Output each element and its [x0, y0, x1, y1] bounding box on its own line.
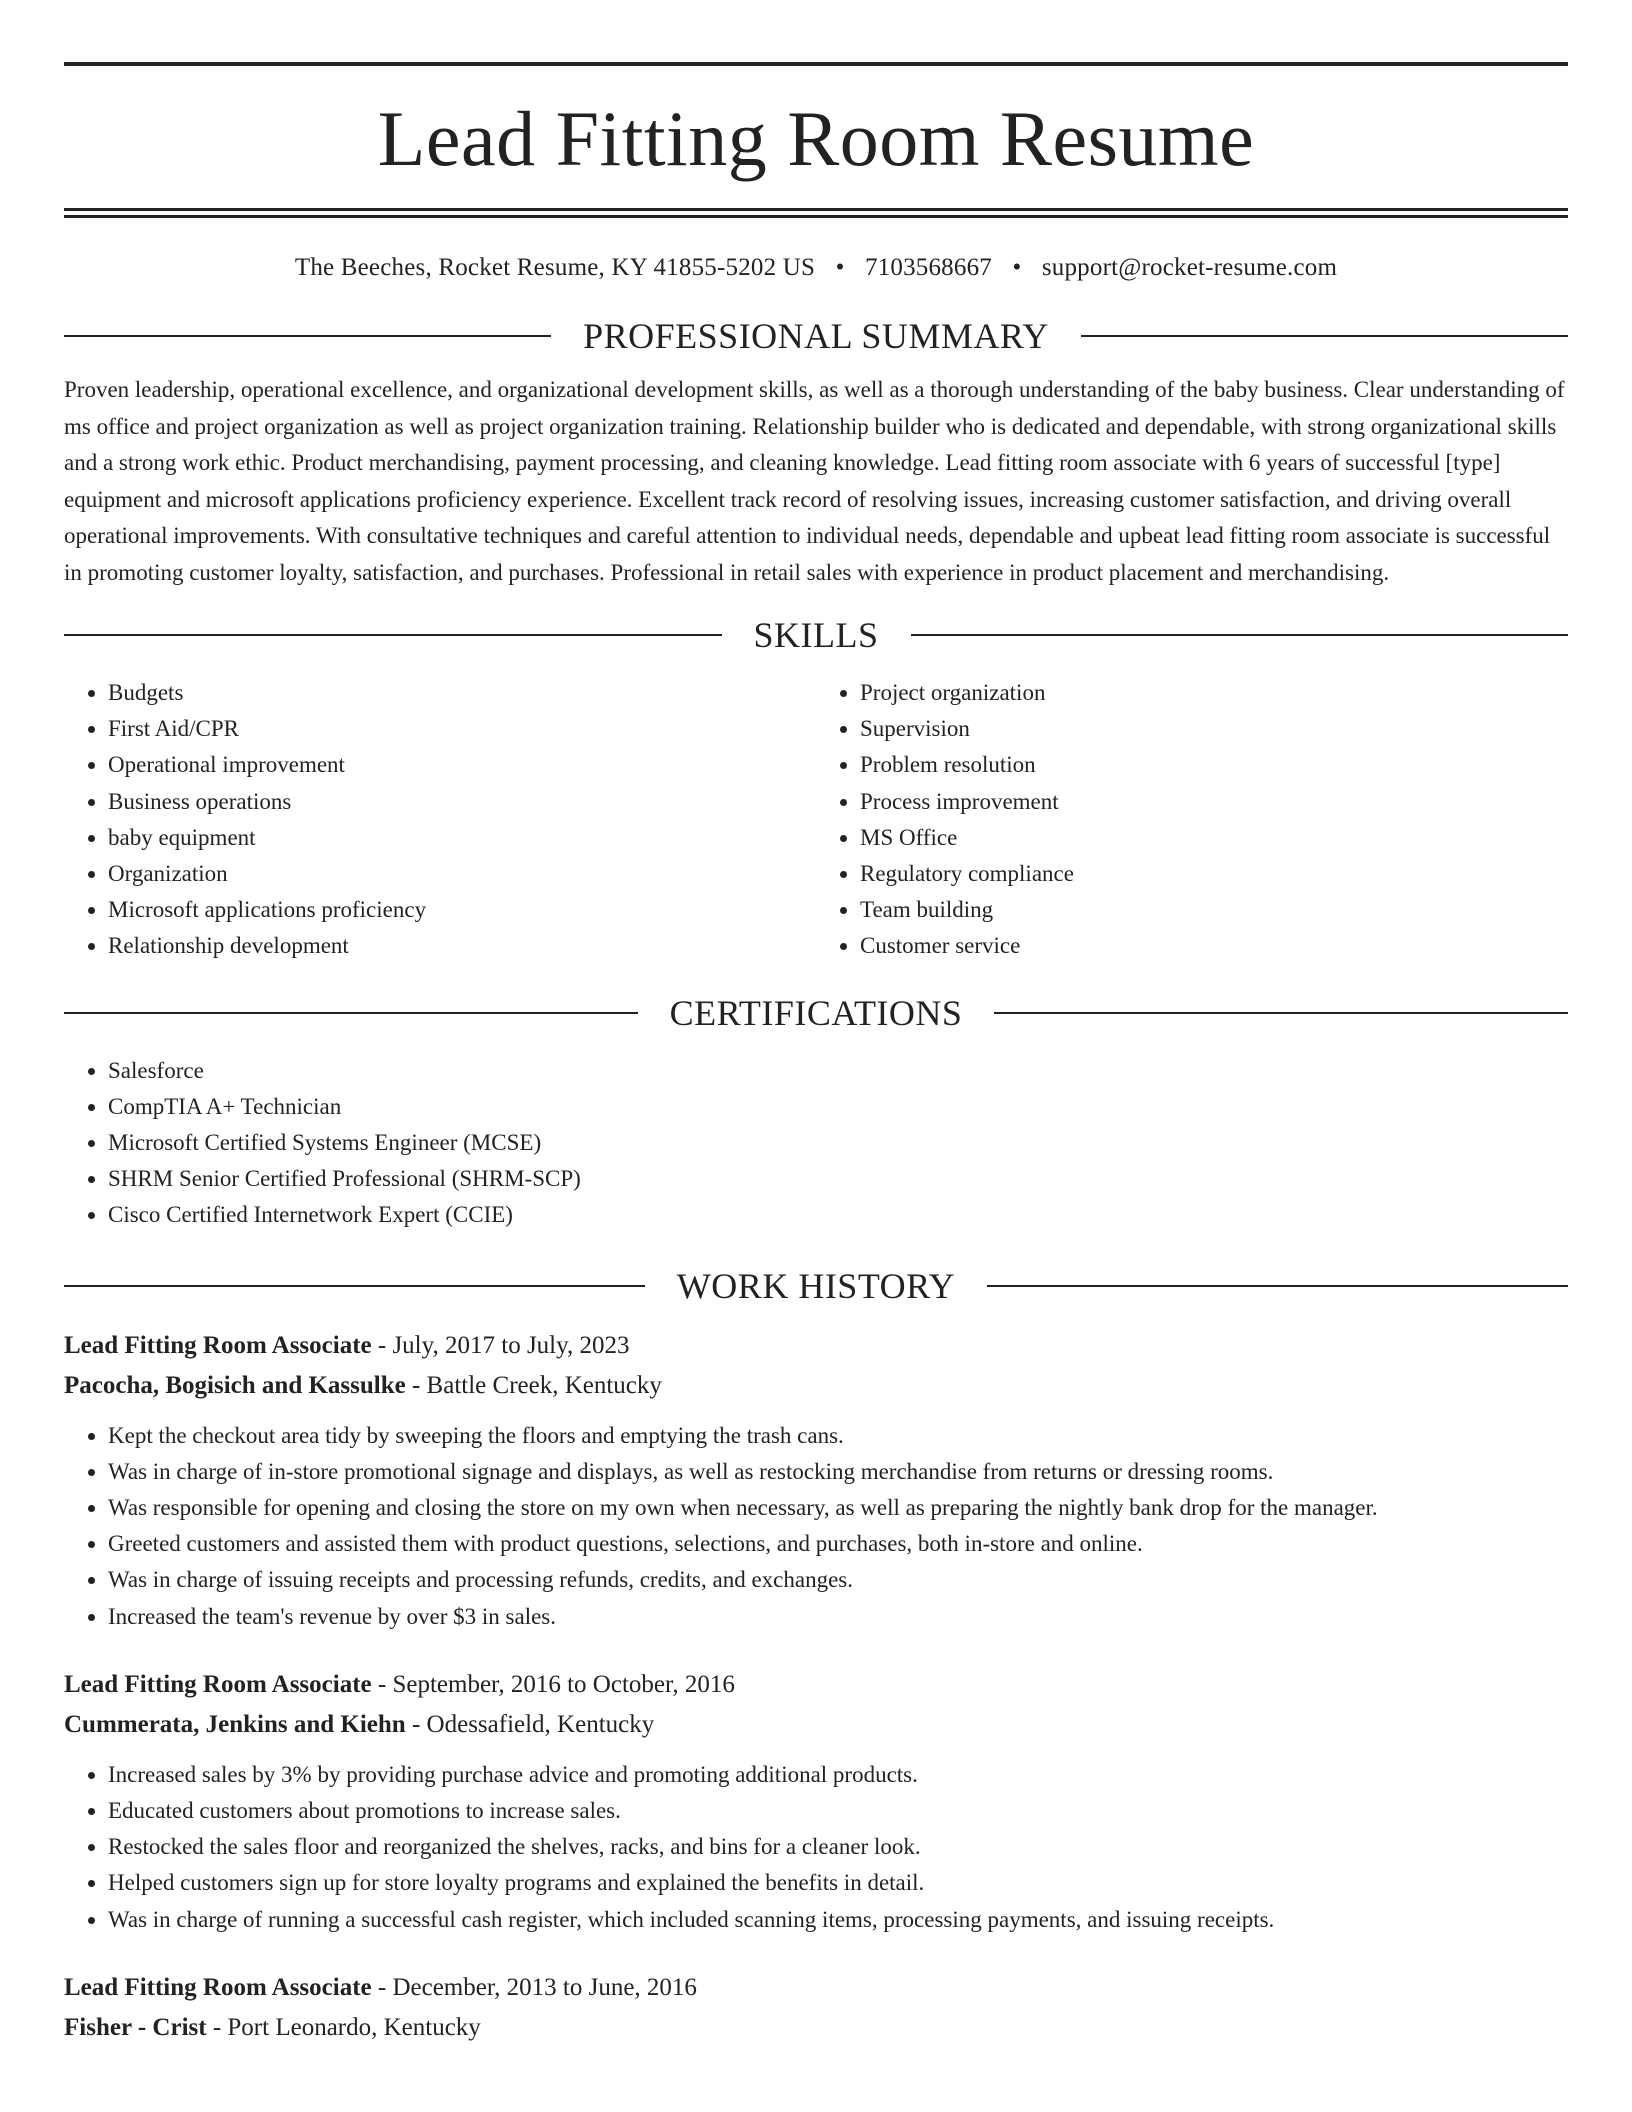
job-duties-list — [64, 1757, 1568, 1938]
certification-item: • Microsoft Certified Systems Engineer (MCSE) — [108, 1125, 1568, 1161]
contact-separator: • — [835, 254, 845, 281]
summary-heading-label: PROFESSIONAL SUMMARY — [583, 316, 1049, 356]
job-duty: • Was in charge of running a successful cash register, which included scanning items, processing payments, and issuing receipts. — [108, 1902, 1568, 1938]
job-dates: - September, 2016 to October, 2016 — [371, 1670, 735, 1698]
job-title-line — [64, 1326, 1568, 1366]
skill-item: • Regulatory compliance — [860, 856, 1568, 892]
job-duty: • Greeted customers and assisted them with product questions, selections, and purchases, both in-store and online. — [108, 1526, 1568, 1562]
skills-heading — [64, 617, 1568, 653]
job-duty: • Increased the team's revenue by over $3 in sales. — [108, 1599, 1568, 1635]
work-history-heading-label: WORK HISTORY — [676, 1265, 956, 1306]
job-duty: • Kept the checkout area tidy by sweeping the floors and emptying the trash cans. — [108, 1418, 1568, 1454]
heading-rule-left — [64, 634, 722, 636]
contact-phone: 7103568667 — [864, 254, 992, 281]
job-entry — [64, 1968, 1568, 2048]
skill-item: • Supervision — [860, 711, 1568, 747]
heading-rule-right — [987, 1285, 1568, 1287]
skill-item: • baby equipment — [108, 820, 816, 856]
skill-item: • Organization — [108, 856, 816, 892]
job-company-line — [64, 2008, 1568, 2048]
job-dates: - July, 2017 to July, 2023 — [371, 1331, 630, 1359]
summary-text: Proven leadership, operational excellence, and organizational development skills, as well as a thorough understanding of the baby business. Clear understanding of ms office and project organization as well as project organization training. Relationship builder who is dedicated and dependable, with strong organizational skills and a strong work ethic. Product merchandising, payment processing, and cleaning knowledge. Lead fitting room associate with 6 years of successful [type] equipment and microsoft applications proficiency experience. Excellent track record of resolving issues, increasing customer satisfaction, and driving overall operational improvements. With consultative techniques and careful attention to individual needs, dependable and upbeat lead fitting room associate is successful in promoting customer loyalty, satisfaction, and purchases. Professional in retail sales with experience in product placement and merchandising. — [64, 377, 1565, 585]
job-location: - Port Leonardo, Kentucky — [206, 2013, 481, 2041]
job-title: Lead Fitting Room Associate — [64, 1973, 372, 2001]
skill-item: • Relationship development — [108, 928, 816, 964]
certification-item: • CompTIA A+ Technician — [108, 1089, 1568, 1125]
skill-item: • Budgets — [108, 675, 816, 711]
skill-item: • Team building — [860, 892, 1568, 928]
job-duty: • Restocked the sales floor and reorganized the shelves, racks, and bins for a cleaner look. — [108, 1829, 1568, 1865]
job-company: Pacocha, Bogisich and Kassulke — [64, 1371, 406, 1399]
job-duty: • Was in charge of issuing receipts and processing refunds, credits, and exchanges. — [108, 1562, 1568, 1598]
job-duty: • Was responsible for opening and closing the store on my own when necessary, as well as preparing the nightly bank drop for the manager. — [108, 1490, 1568, 1526]
skill-item: • Project organization — [860, 675, 1568, 711]
resume-content — [64, 62, 1568, 2048]
skills-list-left — [64, 675, 816, 965]
skills-heading-label: SKILLS — [753, 615, 879, 655]
skills-list-right — [816, 675, 1568, 965]
job-entry — [64, 1326, 1568, 1635]
certifications-heading — [64, 992, 1568, 1033]
job-entry — [64, 1665, 1568, 1938]
job-dates: - December, 2013 to June, 2016 — [371, 1973, 697, 2001]
heading-rule-right — [994, 1012, 1568, 1014]
job-location: - Battle Creek, Kentucky — [405, 1371, 662, 1399]
certification-item: • Salesforce — [108, 1053, 1568, 1089]
heading-rule-right — [911, 634, 1569, 636]
certification-item: • Cisco Certified Internetwork Expert (CCIE) — [108, 1197, 1568, 1233]
job-title-line — [64, 1665, 1568, 1705]
title-double-rule — [64, 208, 1568, 218]
skill-item: • Process improvement — [860, 784, 1568, 820]
job-company-line — [64, 1705, 1568, 1745]
top-rule — [64, 62, 1568, 66]
skill-item: • Business operations — [108, 784, 816, 820]
contact-line — [64, 254, 1568, 282]
job-duty: • Was in charge of in-store promotional signage and displays, as well as restocking merchandise from returns or dressing rooms. — [108, 1454, 1568, 1490]
work-history-heading — [64, 1265, 1568, 1306]
heading-rule-right — [1081, 335, 1568, 337]
job-duty: • Educated customers about promotions to increase sales. — [108, 1793, 1568, 1829]
heading-rule-left — [64, 335, 551, 337]
skill-item: • Customer service — [860, 928, 1568, 964]
job-title-line — [64, 1968, 1568, 2008]
resume-title: Lead Fitting Room Resume — [377, 95, 1255, 182]
contact-email: support@rocket-resume.com — [1041, 254, 1338, 281]
summary-heading — [64, 318, 1568, 354]
job-location: - Odessafield, Kentucky — [405, 1710, 655, 1738]
skills-columns — [64, 675, 1568, 965]
job-duty: • Increased sales by 3% by providing purchase advice and promoting additional products. — [108, 1757, 1568, 1793]
skill-item: • Problem resolution — [860, 747, 1568, 783]
skill-item: • Microsoft applications proficiency — [108, 892, 816, 928]
job-duty: • Helped customers sign up for store loyalty programs and explained the benefits in detail. — [108, 1865, 1568, 1901]
contact-separator: • — [1012, 254, 1022, 281]
heading-rule-left — [64, 1012, 638, 1014]
heading-rule-left — [64, 1285, 645, 1287]
job-company-line — [64, 1366, 1568, 1406]
skill-item: • Operational improvement — [108, 747, 816, 783]
skill-item: • MS Office — [860, 820, 1568, 856]
certification-item: • SHRM Senior Certified Professional (SHRM-SCP) — [108, 1161, 1568, 1197]
job-company: Cummerata, Jenkins and Kiehn — [64, 1710, 406, 1738]
job-title: Lead Fitting Room Associate — [64, 1670, 372, 1698]
skill-item: • First Aid/CPR — [108, 711, 816, 747]
certifications-list — [64, 1053, 1568, 1234]
job-title: Lead Fitting Room Associate — [64, 1331, 372, 1359]
job-duties-list — [64, 1418, 1568, 1635]
work-history-list — [64, 1326, 1568, 2048]
contact-address: The Beeches, Rocket Resume, KY 41855-5202 US — [294, 254, 816, 281]
job-company: Fisher - Crist — [64, 2013, 207, 2041]
certifications-heading-label: CERTIFICATIONS — [669, 992, 963, 1033]
